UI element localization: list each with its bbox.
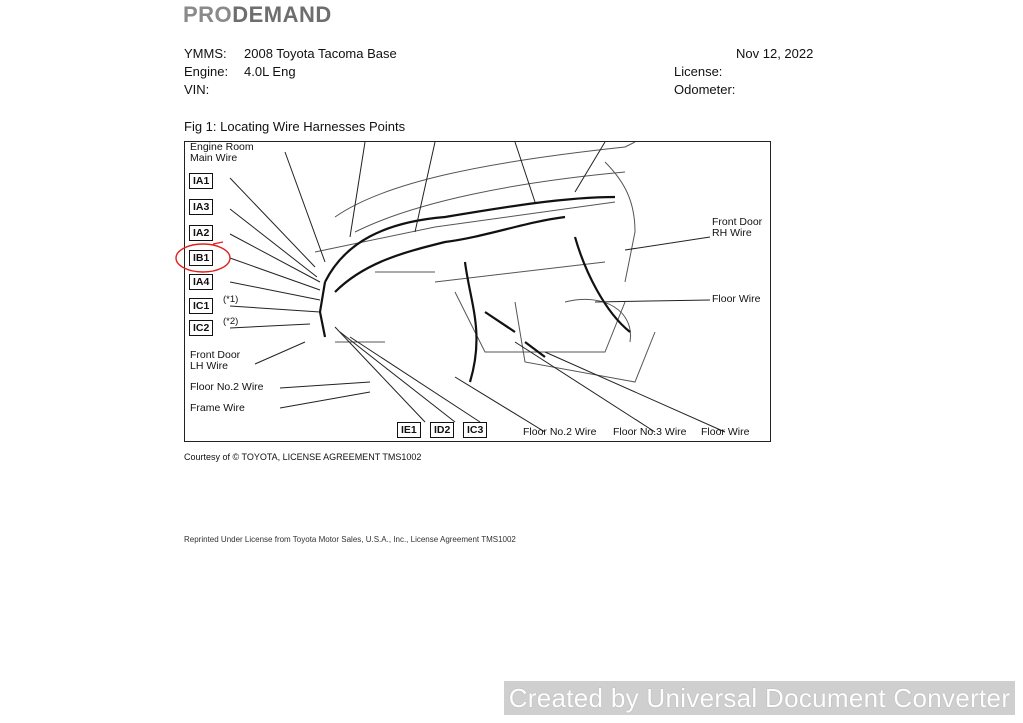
prodemand-logo: PRODEMAND — [183, 2, 332, 27]
connector-ia2: IA2 — [189, 225, 213, 241]
engine-value: 4.0L Eng — [244, 64, 296, 79]
dashboard-illustration — [185, 142, 770, 441]
wire-harness-figure — [184, 141, 771, 442]
connector-ia1: IA1 — [189, 173, 213, 189]
label-floor-no2-wire-left: Floor No.2 Wire — [190, 381, 264, 393]
figure-title: Fig 1: Locating Wire Harnesses Points — [184, 119, 406, 134]
reprint-note: Reprinted Under License from Toyota Motor Sales, U.S.A., Inc., License Agreement TMS1002 — [184, 535, 516, 544]
note-1: (*1) — [223, 294, 239, 305]
ymms-value: 2008 Toyota Tacoma Base — [244, 46, 397, 61]
connector-ic3: IC3 — [463, 422, 487, 438]
label-frame-wire: Frame Wire — [190, 402, 245, 414]
engine-label: Engine: — [184, 64, 229, 79]
label-floor-wire-right: Floor Wire — [712, 293, 761, 305]
connector-ia3: IA3 — [189, 199, 213, 215]
label-front-door-lh-wire: Front Door LH Wire — [190, 349, 241, 372]
label-front-door-rh-wire: Front Door RH Wire — [712, 216, 763, 239]
label-engine-room-main-wire: Engine Room Main Wire — [190, 141, 254, 164]
connector-ic2: IC2 — [189, 320, 213, 336]
license-label: License: — [674, 64, 723, 79]
odometer-label: Odometer: — [674, 82, 736, 97]
ib1-red-circle-annotation — [173, 240, 233, 276]
label-floor-no3-wire: Floor No.3 Wire — [613, 426, 687, 438]
connector-id2: ID2 — [430, 422, 454, 438]
converter-watermark: Created by Universal Document Converter — [504, 681, 1015, 715]
vin-label: VIN: — [184, 82, 210, 97]
connector-ia4: IA4 — [189, 274, 213, 290]
label-floor-wire-bottom: Floor Wire — [701, 426, 750, 438]
report-date: Nov 12, 2022 — [736, 46, 814, 61]
connector-ib1: IB1 — [189, 250, 213, 266]
courtesy-note: Courtesy of © TOYOTA, LICENSE AGREEMENT TMS1002 — [184, 452, 422, 462]
ymms-label: YMMS: — [184, 46, 227, 61]
label-floor-no2-wire-bottom: Floor No.2 Wire — [523, 426, 597, 438]
note-2: (*2) — [223, 316, 239, 327]
connector-ic1: IC1 — [189, 298, 213, 314]
connector-ie1: IE1 — [397, 422, 421, 438]
